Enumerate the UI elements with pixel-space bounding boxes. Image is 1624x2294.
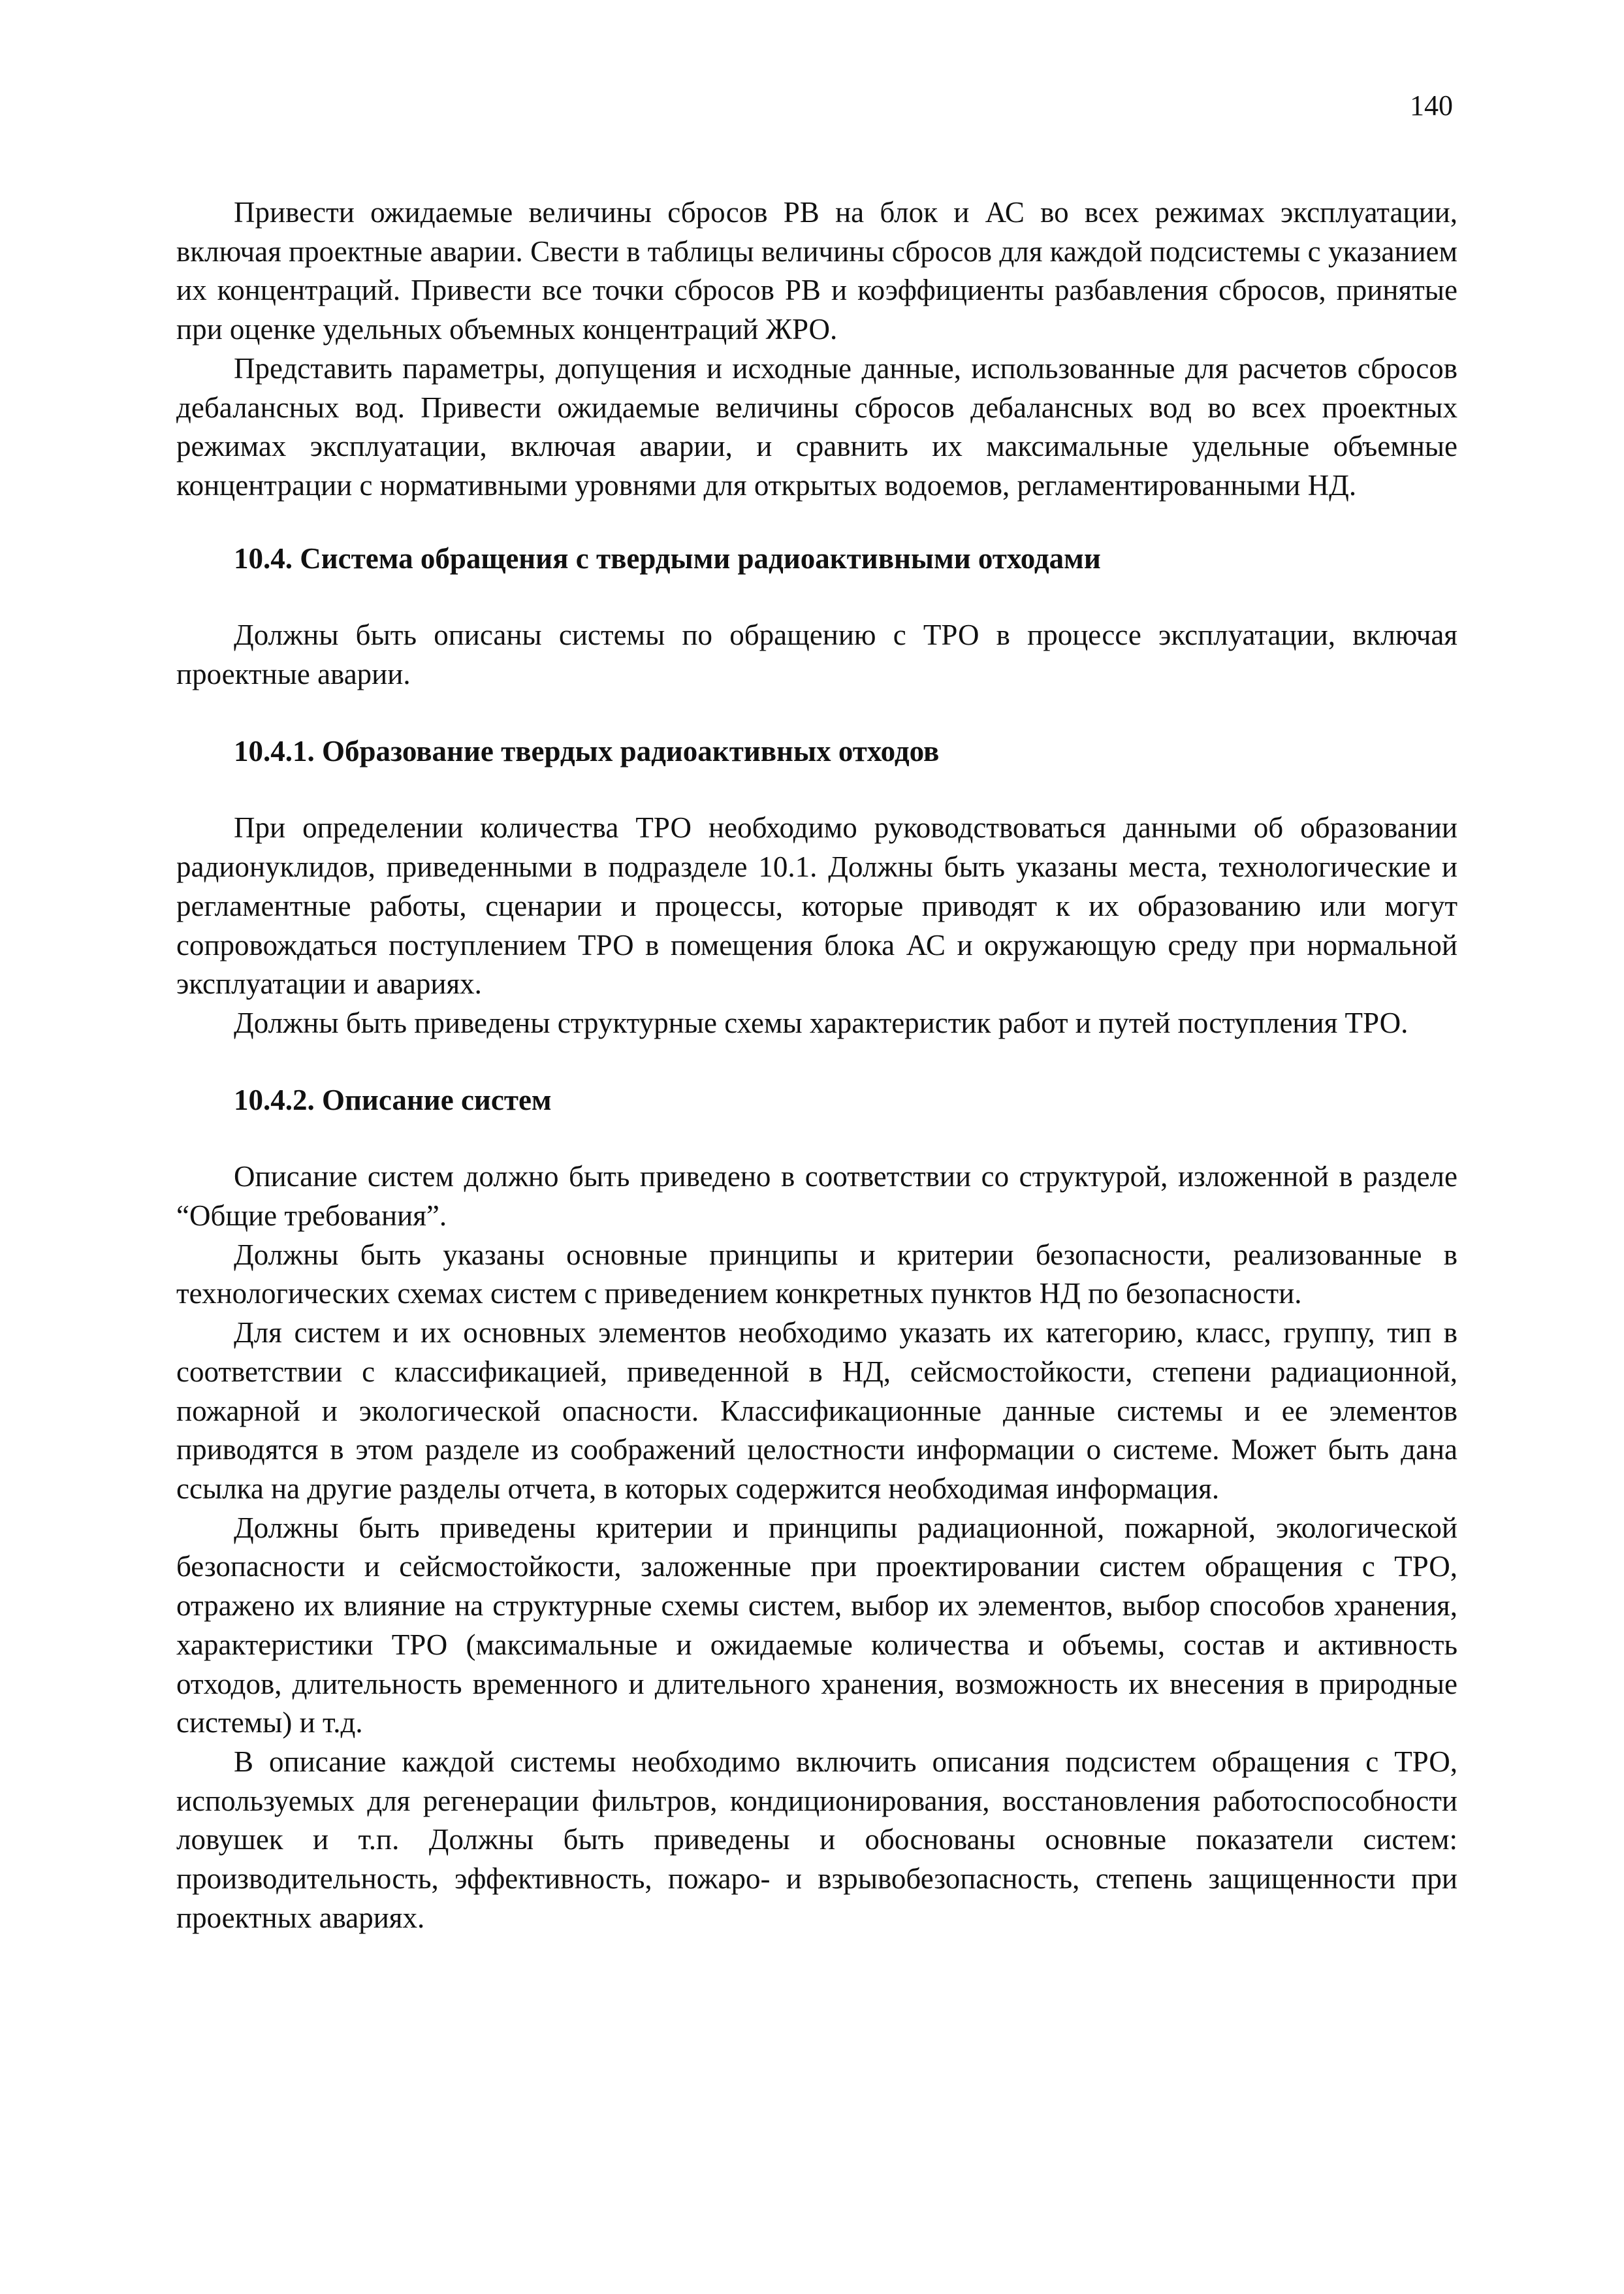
section-heading-10-4: 10.4. Система обращения с твердыми радиоактивными отходами [234, 541, 1101, 575]
paragraph-structural-schemes: Должны быть приведены структурные схемы характеристик работ и путей поступления ТРО. [234, 1006, 1409, 1039]
section-heading-10-4-1: 10.4.1. Образование твердых радиоактивных отходов [234, 734, 940, 767]
paragraph-tro-formation: При определении количества ТРО необходимо руководствоваться данными об образовании радионуклидов, приведенными в подразделе 10.1. Должны быть указаны места, технологические и регламентные работы, сценарии и процессы, которые приводят к их образованию или могут сопровождаться поступлением ТРО в помещения блока АС и окружающую среду при нормальной эксплуатации и авариях. [176, 811, 1457, 1001]
paragraph-subsystems: В описание каждой системы необходимо включить описания подсистем обращения с ТРО, используемых для регенерации фильтров, кондиционирования, восстановления работоспособности ловушек и т.п. Должны быть приведены и обоснованы основные показатели систем: производительность, эффективность, пожаро- и взрывобезопасность, степень защищенности при проектных авариях. [176, 1745, 1457, 1934]
document-body [176, 193, 1457, 1937]
page-number: 140 [1410, 89, 1453, 121]
paragraph-design-criteria: Должны быть приведены критерии и принципы радиационной, пожарной, экологической безопасности и сейсмостойкости, заложенные при проектировании систем обращения с ТРО, отражено их влияние на структурные схемы систем, выбор их элементов, выбор способов хранения, характеристики ТРО (максимальные и ожидаемые количества и объемы, состав и активность отходов, длительность временного и длительного хранения, возможность их внесения в природные системы) и т.д. [176, 1511, 1457, 1739]
paragraph-releases: Привести ожидаемые величины сбросов РВ на блок и АС во всех режимах эксплуатации, включая проектные аварии. Свести в таблицы величины сбросов для каждой подсистемы с указанием их концентраций. Привести все точки сбросов РВ и коэффициенты разбавления сбросов, принятые при оценке удельных объемных концентраций ЖРО. [176, 196, 1457, 346]
paragraph-classification: Для систем и их основных элементов необходимо указать их категорию, класс, группу, тип в соответствии с классификацией, приведенной в НД, сейсмостойкости, степени радиационной, пожарной и экологической опасности. Классификационные данные системы и ее элементов приводятся в этом разделе из соображений целостности информации о системе. Может быть дана ссылка на другие разделы отчета, в которых содержится необходимая информация. [176, 1316, 1457, 1505]
paragraph-system-description: Описание систем должно быть приведено в соответствии со структурой, изложенной в разделе “Общие требования”. [176, 1160, 1457, 1233]
section-heading-10-4-2: 10.4.2. Описание систем [234, 1083, 552, 1116]
paragraph-disbalance-water: Представить параметры, допущения и исходные данные, использованные для расчетов сбросов дебалансных вод. Привести ожидаемые величины сбросов дебалансных вод во всех проектных режимах эксплуатации, включая аварии, и сравнить их максимальные удельные объемные концентрации с нормативными уровнями для открытых водоемов, регламентированными НД. [176, 351, 1457, 502]
paragraph-safety-principles: Должны быть указаны основные принципы и критерии безопасности, реализованные в технологических схемах систем с приведением конкретных пунктов НД по безопасности. [176, 1238, 1457, 1310]
paragraph-tro-systems: Должны быть описаны системы по обращению с ТРО в процессе эксплуатации, включая проектные аварии. [176, 619, 1457, 691]
